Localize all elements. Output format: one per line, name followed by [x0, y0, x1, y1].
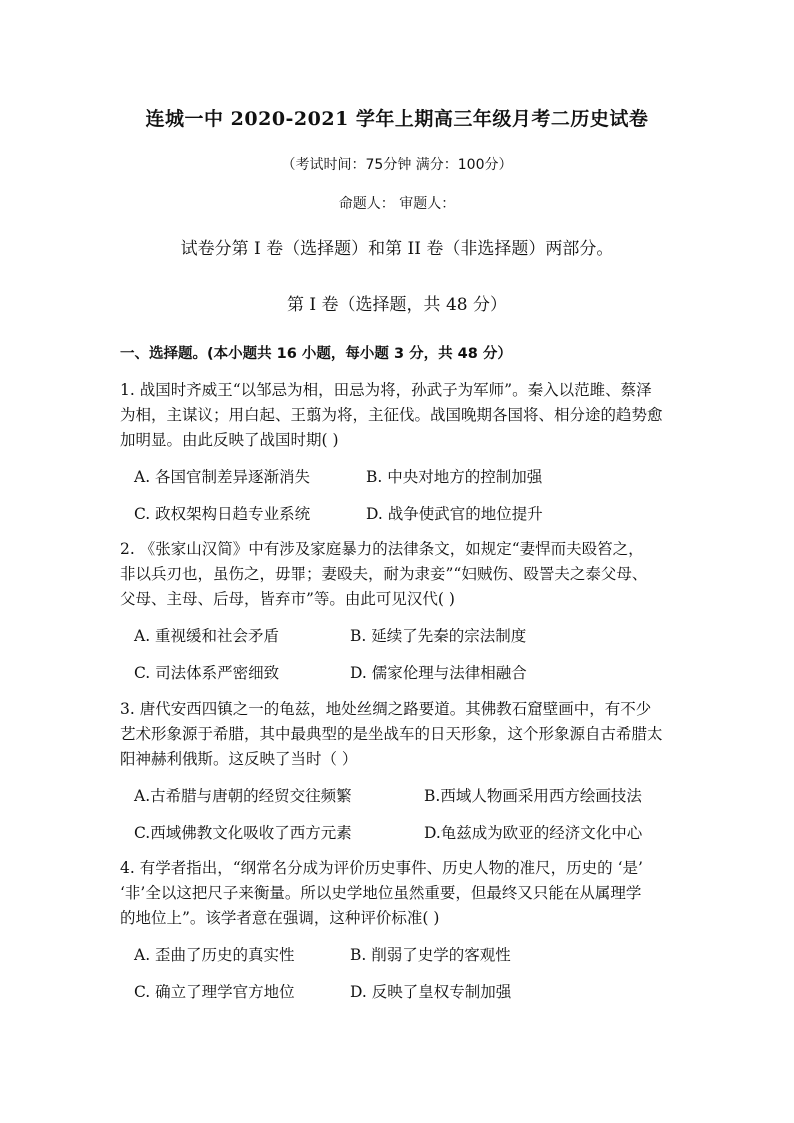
section-heading: 一、选择题。(本小题共 16 小题，每小题 3 分，共 48 分）	[120, 346, 512, 362]
question-line: 的地位上”。该学者意在强调，这种评价标准( )	[120, 909, 440, 927]
question-1	[120, 378, 675, 453]
question-line: 父母、主母、后母，皆弃市”等。由此可见汉代( )	[120, 590, 455, 608]
question-line: 1. 战国时齐威王“以邹忌为相，田忌为将，孙武子为军师”。秦入以范雎、蔡泽	[120, 381, 652, 399]
exam-intro: 试卷分第 I 卷（选择题）和第 II 卷（非选择题）两部分。	[180, 239, 614, 259]
question-1-option-a[interactable]: A. 各国官制差异逐渐消失	[134, 468, 311, 486]
question-line: 加明显。由此反映了战国时期( )	[120, 431, 339, 449]
question-line: 4. 有学者指出，“纲常名分成为评价历史事件、历史人物的准尺，历史的 ‘是’	[120, 859, 643, 877]
question-3	[120, 697, 675, 772]
question-3-option-d[interactable]: D.龟兹成为欧亚的经济文化中心	[424, 824, 643, 842]
question-2-option-d[interactable]: D. 儒家伦理与法律相融合	[350, 664, 527, 682]
exam-title: 连城一中 2020-2021 学年上期高三年级月考二历史试卷	[145, 108, 649, 130]
question-4	[120, 856, 675, 931]
question-line: 为相，主谋议；用白起、王翦为将，主征伐。战国晚期各国将、相分途的趋势愈	[120, 406, 663, 424]
question-4-option-b[interactable]: B. 削弱了史学的客观性	[350, 946, 511, 964]
part-heading: 第 I 卷（选择题，共 48 分）	[287, 295, 507, 315]
question-1-option-b[interactable]: B. 中央对地方的控制加强	[366, 468, 543, 486]
exam-authors: 命题人： 审题人：	[338, 196, 456, 212]
question-3-option-b[interactable]: B.西域人物画采用西方绘画技法	[424, 787, 642, 805]
question-line: 阳神赫利俄斯。这反映了当时（ ）	[120, 750, 358, 768]
question-line: 非以兵刃也，虽伤之，毋罪；妻殴夫，耐为隶妾”“妇贼伤、殴詈夫之泰父母、	[120, 565, 648, 583]
question-4-option-c[interactable]: C. 确立了理学官方地位	[134, 983, 295, 1001]
question-2-option-a[interactable]: A. 重视缓和社会矛盾	[134, 627, 280, 645]
exam-subtitle: （考试时间：75分钟 满分：100分）	[281, 157, 513, 173]
question-line: 2. 《张家山汉简》中有涉及家庭暴力的法律条文，如规定“妻悍而夫殴笞之，	[120, 540, 644, 558]
question-3-option-c[interactable]: C.西域佛教文化吸收了西方元素	[134, 824, 352, 842]
question-4-option-d[interactable]: D. 反映了皇权专制加强	[350, 983, 512, 1001]
question-2-option-c[interactable]: C. 司法体系严密细致	[134, 664, 280, 682]
question-line: 艺术形象源于希腊，其中最典型的是坐战车的日天形象，这个形象源自古希腊太	[120, 725, 663, 743]
question-2-option-b[interactable]: B. 延续了先秦的宗法制度	[350, 627, 527, 645]
question-1-option-c[interactable]: C. 政权架构日趋专业系统	[134, 505, 311, 523]
question-line: ‘非’全以这把尺子来衡量。所以史学地位虽然重要，但最终又只能在从属理学	[120, 884, 642, 902]
question-4-option-a[interactable]: A. 歪曲了历史的真实性	[134, 946, 295, 964]
question-1-option-d[interactable]: D. 战争使武官的地位提升	[366, 505, 543, 523]
question-2	[120, 537, 675, 612]
question-3-option-a[interactable]: A.古希腊与唐朝的经贸交往频繁	[134, 787, 352, 805]
question-line: 3. 唐代安西四镇之一的龟兹，地处丝绸之路要道。其佛教石窟壁画中，有不少	[120, 700, 652, 718]
